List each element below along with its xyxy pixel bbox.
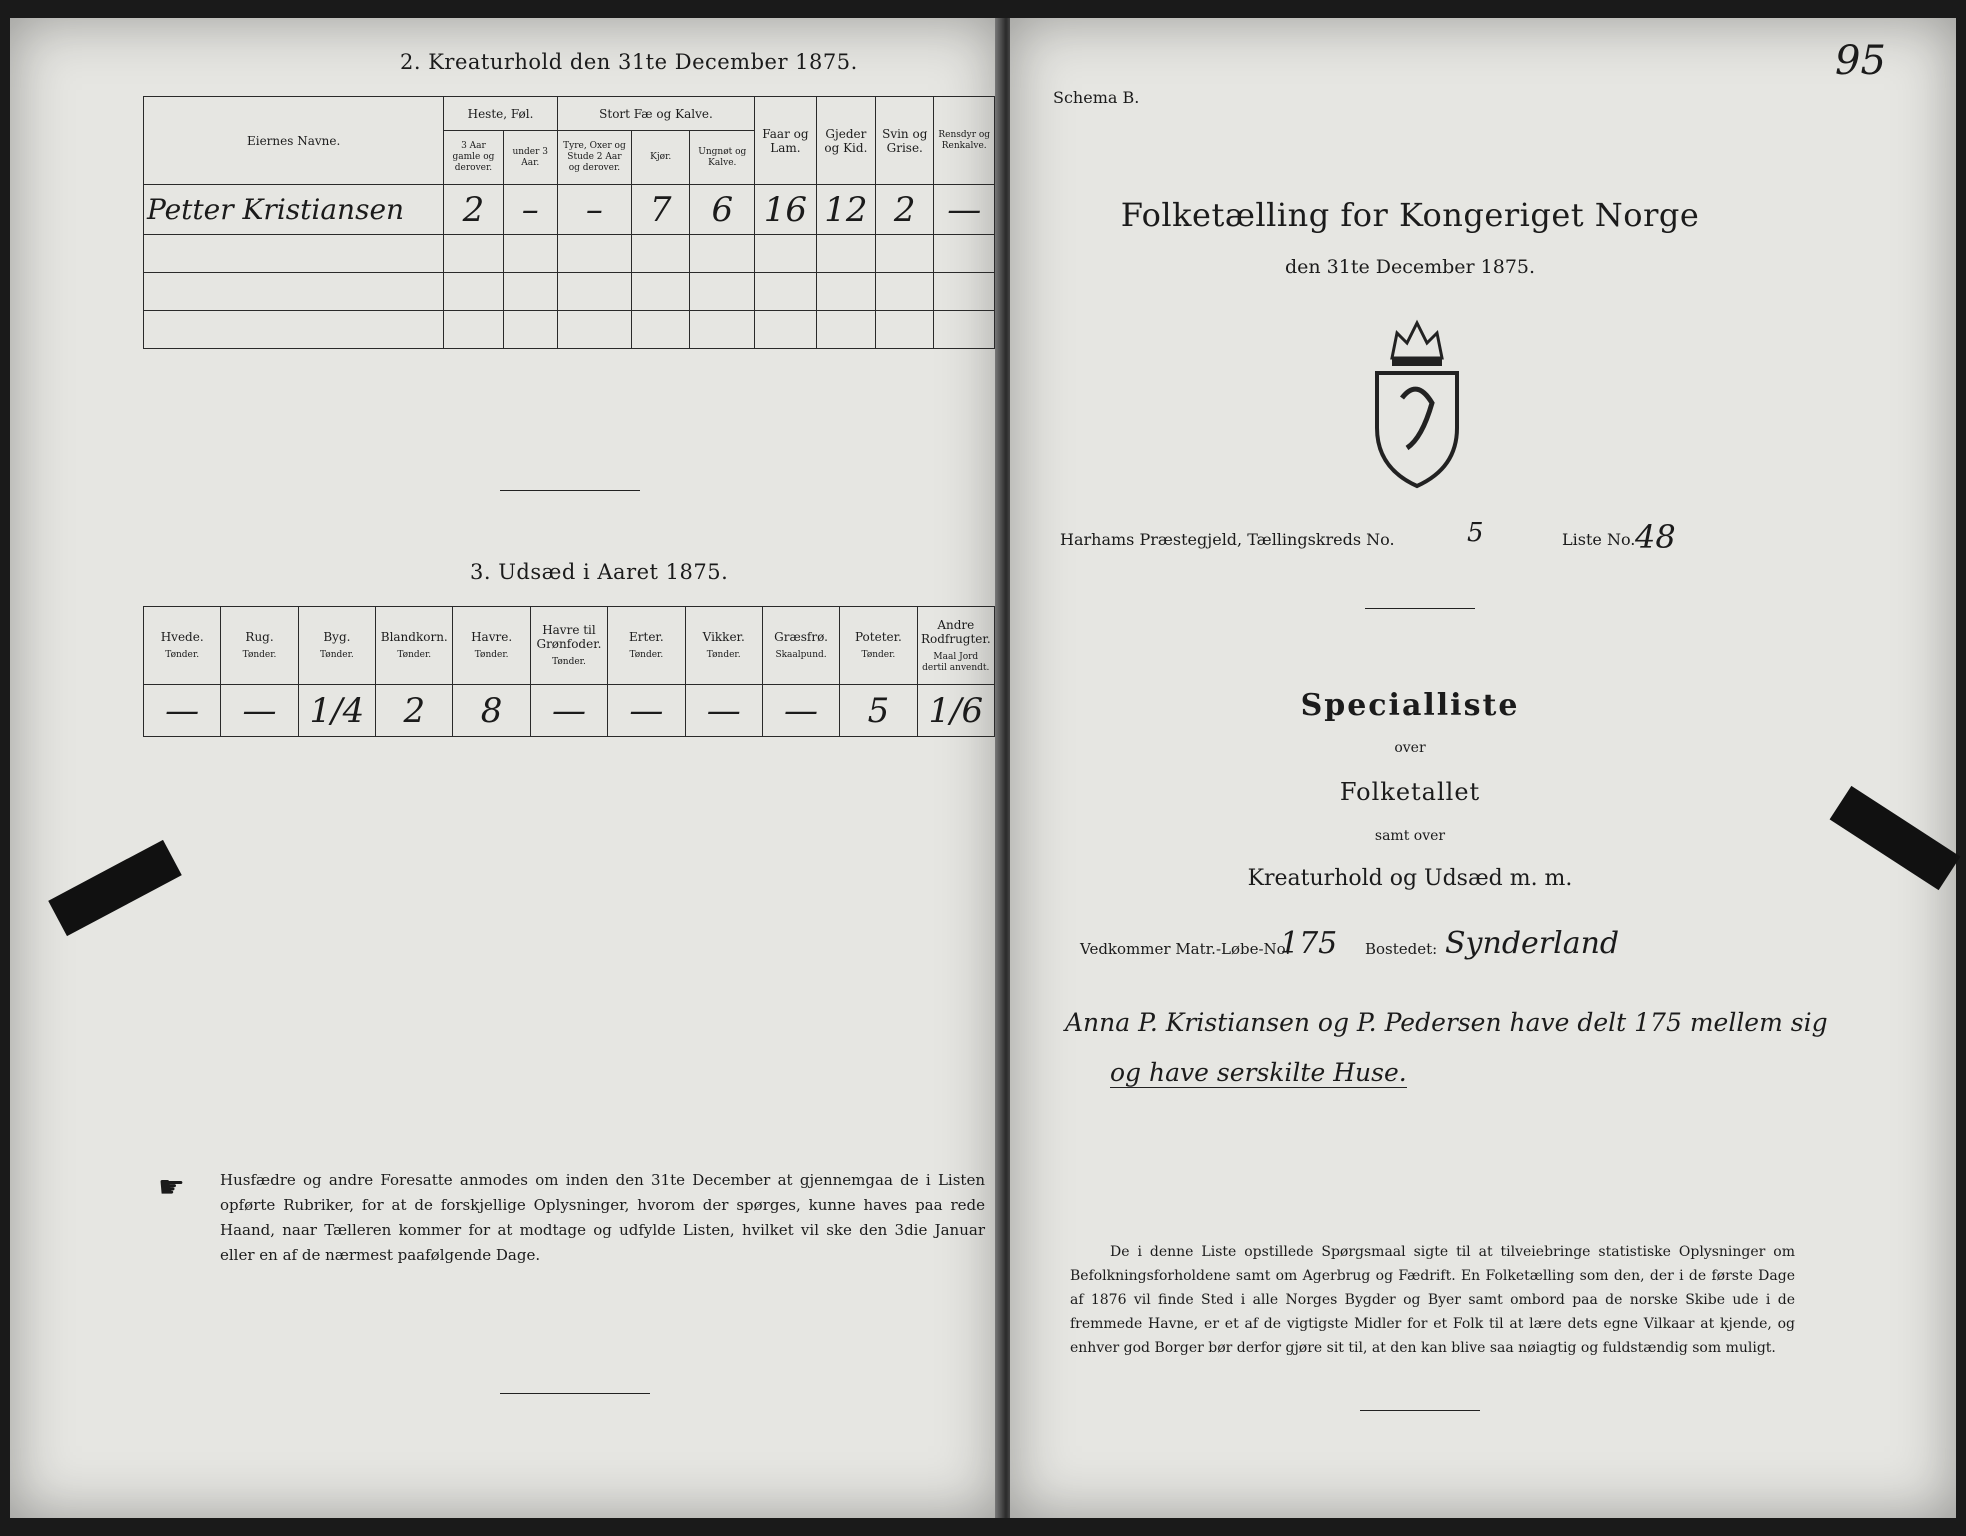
udsaed-value: 1/4 xyxy=(298,685,375,737)
page-number: 95 xyxy=(1835,38,1886,84)
udsaed-value: 1/6 xyxy=(917,685,994,737)
liste-number: 48 xyxy=(1635,518,1676,556)
udsaed-unit-label: Maal Jord dertil anvendt. xyxy=(922,651,990,673)
heste-under3-value: – xyxy=(503,185,557,235)
divider xyxy=(1360,1410,1480,1411)
udsaed-header-cell xyxy=(840,607,917,685)
divider xyxy=(500,490,640,491)
udsaed-unit-label: Tønder. xyxy=(242,650,277,660)
ungnot-value: 6 xyxy=(690,185,755,235)
handwritten-note-line-1: Anna P. Kristiansen og P. Pedersen have delt 175 mellem sig xyxy=(1065,1008,1828,1037)
faar-value: 16 xyxy=(755,185,817,235)
udsaed-unit-label: Tønder. xyxy=(861,650,896,660)
udsaed-header-cell xyxy=(530,607,607,685)
kreaturhold-heading: Kreaturhold og Udsæd m. m. xyxy=(1247,866,1573,891)
bostedet-value: Synderland xyxy=(1445,926,1620,961)
footer-text: De i denne Liste opstillede Spørgsmaal sigte til at tilveiebringe statistiske Oplysninger om Befolkningsforholdene samt om Agerbrug og Fædrift. En Folketælling som den, der i de første Dage af 1876 vil finde Sted i alle Norges Bygder og Byer samt ombord paa de norske Skibe ude i de fremmede Havne, er et af de vigtigste Midler for et Folk til at lære dets egne Vilkaar at kjende, og enhver god Borger bør derfor gjøre sit til, at den kan blive saa nøiagtig og fuldstændig som muligt. xyxy=(1070,1244,1795,1356)
section3-title: 3. Udsæd i Aaret 1875. xyxy=(470,560,729,584)
udsaed-value: — xyxy=(608,685,685,737)
udsaed-value: — xyxy=(685,685,762,737)
udsaed-header-cell xyxy=(762,607,839,685)
udsaed-header-cell xyxy=(453,607,530,685)
tyre-value: – xyxy=(557,185,631,235)
matr-label: Vedkommer Matr.-Løbe-No. xyxy=(1080,940,1291,958)
udsaed-value: — xyxy=(144,685,221,737)
udsaed-value: 2 xyxy=(376,685,453,737)
udsaed-crop-label: Andre Rodfrugter. xyxy=(920,617,991,646)
left-page xyxy=(10,18,1000,1518)
rensdyr-value: — xyxy=(934,185,995,235)
faar-header: Faar og Lam. xyxy=(755,97,817,185)
udsaed-crop-label: Blandkorn. xyxy=(380,630,448,644)
right-page xyxy=(1010,18,1956,1518)
tyre-header: Tyre, Oxer og Stude 2 Aar og derover. xyxy=(557,131,631,185)
owner-name: Petter Kristiansen xyxy=(144,185,444,235)
ungnot-header: Ungnøt og Kalve. xyxy=(690,131,755,185)
udsaed-crop-label: Byg. xyxy=(323,630,351,644)
specialliste-heading: Specialliste xyxy=(1300,688,1520,723)
kjor-value: 7 xyxy=(632,185,690,235)
bookmark-tab xyxy=(48,840,182,936)
folketallet-heading: Folketallet xyxy=(1339,778,1481,806)
heste-3aar-header: 3 Aar gamle og derover. xyxy=(444,131,503,185)
page-subtitle: den 31te December 1875. xyxy=(1284,256,1536,278)
heste-3aar-value: 2 xyxy=(444,185,503,235)
heste-under3-header: under 3 Aar. xyxy=(503,131,557,185)
udsaed-unit-label: Tønder. xyxy=(552,657,586,667)
udsaed-unit-label: Tønder. xyxy=(706,650,741,660)
udsaed-crop-label: Erter. xyxy=(629,630,664,644)
divider xyxy=(1365,608,1475,609)
table-row xyxy=(144,311,995,349)
udsaed-table xyxy=(143,606,995,737)
kjor-header: Kjør. xyxy=(632,131,690,185)
udsaed-value: 8 xyxy=(453,685,530,737)
kreds-number: 5 xyxy=(1467,518,1484,548)
table-row xyxy=(144,235,995,273)
liste-label: Liste No. xyxy=(1562,530,1636,549)
samt-over-label: samt over xyxy=(1374,828,1446,844)
handwritten-note-line-2: og have serskilte Huse. xyxy=(1110,1058,1407,1087)
livestock-table xyxy=(143,96,995,349)
udsaed-value: — xyxy=(530,685,607,737)
pointing-hand-icon: ☛ xyxy=(158,1170,185,1205)
udsaed-value: 5 xyxy=(840,685,917,737)
udsaed-unit-label: Skaalpund. xyxy=(775,650,827,660)
udsaed-unit-label: Tønder. xyxy=(165,650,200,660)
udsaed-value: — xyxy=(762,685,839,737)
over-label: over xyxy=(1394,740,1426,756)
udsaed-crop-label: Havre til Grønfoder. xyxy=(536,623,602,651)
matr-number: 175 xyxy=(1280,926,1338,961)
gjeder-value: 12 xyxy=(816,185,875,235)
schema-label: Schema B. xyxy=(1053,88,1140,107)
udsaed-crop-label: Vikker. xyxy=(702,630,745,644)
divider xyxy=(500,1393,650,1394)
udsaed-header-cell xyxy=(917,607,994,685)
udsaed-header-cell xyxy=(685,607,762,685)
svin-header: Svin og Grise. xyxy=(876,97,934,185)
page-title: Folketælling for Kongeriget Norge xyxy=(1120,196,1700,234)
svin-value: 2 xyxy=(876,185,934,235)
rensdyr-header: Rensdyr og Renkalve. xyxy=(934,97,995,185)
bookmark-tab xyxy=(1830,786,1961,890)
udsaed-crop-label: Poteter. xyxy=(854,630,902,644)
udsaed-crop-label: Hvede. xyxy=(160,630,204,644)
udsaed-header-cell xyxy=(376,607,453,685)
table-row xyxy=(144,185,995,235)
udsaed-unit-label: Tønder. xyxy=(397,650,432,660)
udsaed-header-cell xyxy=(298,607,375,685)
prestegjeld-label: Harhams Præstegjeld, Tællingskreds No. xyxy=(1060,530,1395,549)
coat-of-arms-icon xyxy=(1362,308,1472,490)
bostedet-label: Bostedet: xyxy=(1365,940,1438,958)
heste-header: Heste, Føl. xyxy=(444,97,558,131)
udsaed-unit-label: Tønder. xyxy=(320,650,354,660)
udsaed-crop-label: Havre. xyxy=(471,630,513,644)
section2-title: 2. Kreaturhold den 31te December 1875. xyxy=(400,50,858,74)
table-row xyxy=(144,273,995,311)
stort-fae-header: Stort Fæ og Kalve. xyxy=(557,97,754,131)
udsaed-value: — xyxy=(221,685,298,737)
book-scan xyxy=(10,18,1956,1530)
owner-header: Eiernes Navne. xyxy=(144,97,444,185)
udsaed-crop-label: Rug. xyxy=(245,630,274,644)
udsaed-header-cell xyxy=(221,607,298,685)
udsaed-unit-label: Tønder. xyxy=(629,650,664,660)
udsaed-unit-label: Tønder. xyxy=(474,650,509,660)
gjeder-header: Gjeder og Kid. xyxy=(816,97,875,185)
notice-text: Husfædre og andre Foresatte anmodes om inden den 31te December at gjennemgaa de i Listen opførte Rubriker, for at de forskjellige Oplysninger, hvorom der spørges, kunne haves paa rede Haand, naar Tælleren kommer for at modtage og udfylde Listen, hvilket vil ske den 3die Januar eller en af de nærmest paafølgende Dage. xyxy=(220,1171,985,1264)
udsaed-header-cell xyxy=(608,607,685,685)
udsaed-header-cell xyxy=(144,607,221,685)
udsaed-crop-label: Græsfrø. xyxy=(774,630,828,644)
